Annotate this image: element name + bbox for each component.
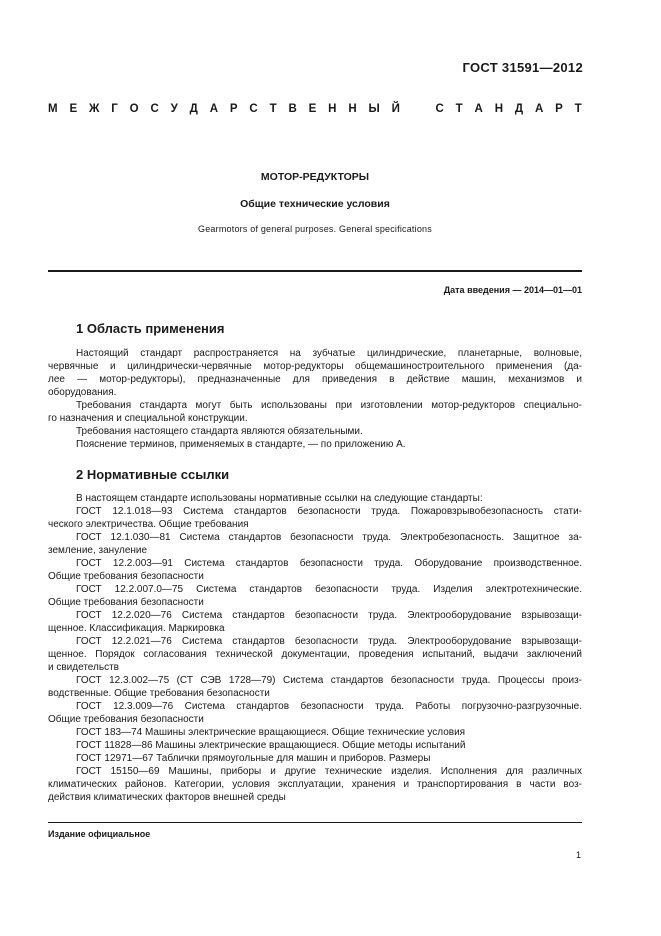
gost-number: ГОСТ 31591—2012	[462, 60, 583, 75]
text-line: водственные. Общие требования безопасности	[48, 688, 270, 699]
banner-letter: Т	[574, 103, 582, 115]
text-line: ГОСТ 12.1.030—81 Система стандартов безопасности труда. Электробезопасность. Защитное за-	[76, 532, 582, 543]
interstate-standard-banner	[48, 103, 582, 115]
introduction-date: Дата введения — 2014—01—01	[443, 285, 582, 295]
section-2-heading: 2 Нормативные ссылки	[76, 467, 230, 482]
text-line: оборудования.	[48, 387, 117, 398]
text-line: Пояснение терминов, применяемых в стандарте, — по приложению А.	[76, 439, 406, 450]
text-line: ГОСТ 12.1.018—93 Система стандартов безопасности труда. Пожаровзрывобезопасность стати-	[76, 506, 582, 517]
text-line: щенное. Порядок согласования технической документации, проведения испытаний, выдачи заключений	[48, 649, 582, 660]
banner-letter: А	[474, 103, 483, 115]
banner-letter: Д	[189, 103, 198, 115]
banner-letter: С	[150, 103, 159, 115]
text-line: Требования настоящего стандарта являются обязательными.	[76, 426, 363, 437]
banner-letter: Ж	[88, 103, 100, 115]
text-line: ГОСТ 12.3.002—75 (СТ СЭВ 1728—79) Система стандартов безопасности труда. Процессы произ-	[76, 675, 582, 686]
banner-letter: М	[48, 103, 58, 115]
banner-letter: В	[288, 103, 297, 115]
text-line: ГОСТ 12971—67 Таблички прямоугольные для машин и приборов. Размеры	[76, 753, 431, 764]
text-line: ГОСТ 12.2.021—76 Система стандартов безопасности труда. Электрооборудование взрывозащи-	[76, 636, 582, 647]
document-title: МОТОР-РЕДУКТОРЫ	[260, 171, 370, 183]
text-line: ГОСТ 12.2.007.0—75 Система стандартов безопасности труда. Изделия электротехнические.	[76, 584, 582, 595]
text-line: ГОСТ 183—74 Машины электрические вращающиеся. Общие технические условия	[76, 727, 466, 738]
banner-letter: Й	[391, 103, 400, 115]
text-line: Общие требования безопасности	[48, 597, 204, 608]
text-line: ГОСТ 12.3.009—76 Система стандартов безопасности труда. Работы погрузочно-разгрузочные.	[76, 701, 582, 712]
banner-letter: Н	[348, 103, 357, 115]
banner-letter: Р	[555, 103, 563, 115]
text-line: лее — мотор-редукторы), предназначенные для приведения в действие машин, механизмов и	[48, 374, 582, 385]
page-number: 1	[575, 850, 581, 860]
banner-letter: Г	[111, 103, 118, 115]
text-line: действия климатических факторов внешней среды	[48, 792, 286, 803]
text-line: и свидетельств	[48, 662, 119, 673]
text-line: Общие требования безопасности	[48, 571, 204, 582]
banner-letter: Р	[229, 103, 238, 115]
text-line: климатических районов. Категории, условия эксплуатации, хранения и транспортирования в части воз-	[48, 779, 582, 790]
text-line: ГОСТ 12.2.003—91 Система стандартов безопасности труда. Оборудование производственное.	[76, 558, 582, 569]
top-divider	[48, 270, 582, 272]
text-line: ческого электричества. Общие требования	[48, 519, 249, 530]
banner-letter: О	[129, 103, 139, 115]
banner-letter: Т	[455, 103, 463, 115]
banner-letter: Н	[328, 103, 337, 115]
banner-letter: С	[249, 103, 258, 115]
text-line: ГОСТ 12.2.020—76 Система стандартов безопасности труда. Электрооборудование взрывозащи-	[76, 610, 582, 621]
banner-letter: Е	[308, 103, 317, 115]
banner-letter: Н	[494, 103, 504, 115]
section-1-heading: 1 Область применения	[76, 321, 225, 336]
banner-letter: Т	[269, 103, 277, 115]
text-line: ГОСТ 11828—86 Машины электрические вращающиеся. Общие методы испытаний	[76, 740, 466, 751]
banner-letter: Д	[514, 103, 524, 115]
banner-letter: У	[170, 103, 178, 115]
banner-letter: Ы	[368, 103, 380, 115]
banner-letter: А	[534, 103, 544, 115]
official-edition-label: Издание официальное	[48, 829, 151, 839]
banner-letter: Е	[69, 103, 78, 115]
text-line: щенное. Классификация. Маркировка	[48, 623, 225, 634]
text-line: Общие требования безопасности	[48, 714, 204, 725]
document-subtitle: Общие технические условия	[240, 198, 390, 210]
text-line: земление, зануление	[48, 545, 148, 556]
text-line: ГОСТ 15150—69 Машины, приборы и другие технические изделия. Исполнения для различных	[76, 766, 582, 777]
english-title: Gearmotors of general purposes. General specifications	[198, 224, 432, 234]
banner-letter: С	[435, 103, 444, 115]
text-line: В настоящем стандарте использованы нормативные ссылки на следующие стандарты:	[76, 493, 483, 504]
banner-letter: А	[209, 103, 219, 115]
text-line: червячные и цилиндрически-червячные мотор-редукторы общемашиностроительного применения (да-	[48, 361, 582, 372]
text-line: Требования стандарта могут быть использованы при изготовлении мотор-редукторов специально-	[76, 400, 582, 411]
text-line: го назначения и специальной конструкции.	[48, 413, 248, 424]
text-line: Настоящий стандарт распространяется на зубчатые цилиндрические, планетарные, волновые,	[76, 348, 582, 359]
bottom-divider	[48, 822, 582, 823]
